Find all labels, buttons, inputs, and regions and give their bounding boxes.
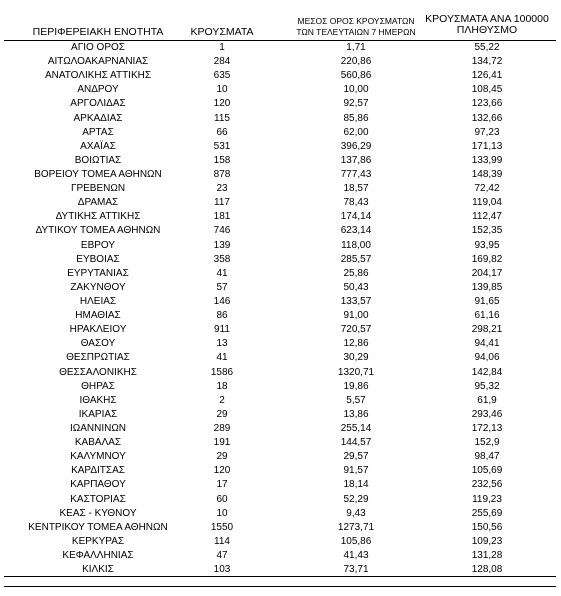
- table-row: [0, 154, 561, 168]
- table-row: [0, 69, 561, 83]
- seven-day-average-cell: 91,57: [343, 465, 369, 477]
- cases-cell: 120: [213, 465, 231, 477]
- cases-cell: 60: [216, 493, 228, 505]
- table-row: [0, 323, 561, 337]
- regional-unit-cell: ΚΙΛΚΙΣ: [82, 564, 114, 576]
- regional-unit-cell: ΘΑΣΟΥ: [80, 338, 116, 350]
- seven-day-average-cell: 25,86: [343, 267, 369, 279]
- seven-day-average-cell: 118,00: [341, 239, 371, 251]
- table-body: [0, 41, 561, 577]
- per-100000-cell: 132,66: [471, 112, 503, 124]
- cases-cell: 181: [213, 211, 231, 223]
- regional-unit-cell: ΔΥΤΙΚΗΣ ΑΤΤΙΚΗΣ: [55, 211, 141, 223]
- per-100000-cell: 139,85: [471, 281, 503, 293]
- per-100000-cell: 152,9: [474, 437, 500, 449]
- cases-cell: 47: [216, 549, 228, 561]
- cases-cell: 120: [213, 98, 231, 110]
- table-row: [0, 267, 561, 281]
- per-100000-cell: 98,47: [474, 451, 500, 463]
- table-row: [0, 521, 561, 535]
- per-100000-cell: 112,47: [472, 211, 502, 223]
- seven-day-average-cell: 720,57: [340, 324, 372, 336]
- regional-unit-cell: ΕΥΒΟΙΑΣ: [76, 253, 120, 265]
- cases-cell: 86: [216, 310, 228, 322]
- seven-day-average-cell: 92,57: [343, 98, 369, 110]
- cases-cell: 114: [214, 535, 230, 547]
- per-100000-cell: 232,56: [471, 479, 503, 491]
- table-row: [0, 394, 561, 408]
- seven-day-average-cell: 9,43: [346, 507, 366, 519]
- regional-unit-cell: ΙΚΑΡΙΑΣ: [78, 408, 118, 420]
- seven-day-average-cell: 13,86: [343, 408, 369, 420]
- per-100000-cell: 293,46: [471, 408, 503, 420]
- per-100000-cell: 123,66: [471, 98, 503, 110]
- per-100000-cell: 91,65: [474, 295, 500, 307]
- regional-unit-cell: ΕΥΡΥΤΑΝΙΑΣ: [67, 267, 129, 279]
- regional-unit-cell: ΚΑΡΔΙΤΣΑΣ: [71, 465, 125, 477]
- regional-unit-cell: ΒΟΡΕΙΟΥ ΤΟΜΕΑ ΑΘΗΝΩΝ: [34, 168, 162, 180]
- cases-cell: 635: [213, 70, 231, 82]
- seven-day-average-cell: 73,71: [343, 564, 369, 576]
- per-100000-cell: 148,39: [471, 168, 503, 180]
- per-100000-cell: 119,23: [472, 493, 502, 505]
- table-row: [0, 83, 561, 97]
- per-100000-cell: 119,04: [472, 197, 502, 209]
- regional-unit-cell: ΑΡΚΑΔΙΑΣ: [73, 112, 123, 124]
- seven-day-average-cell: 144,57: [340, 437, 372, 449]
- seven-day-average-cell: 18,57: [343, 183, 369, 195]
- table-row: [0, 380, 561, 394]
- header-cases-per-100000: ΚΡΟΥΣΜΑΤΑ ΑΝΑ 100000 ΠΛΗΘΥΣΜΟ: [425, 13, 549, 36]
- seven-day-average-cell: 62,00: [343, 126, 369, 138]
- table-row: [0, 450, 561, 464]
- table-row: [0, 126, 561, 140]
- per-100000-cell: 133,99: [471, 154, 503, 166]
- regional-unit-cell: ΙΩΑΝΝΙΝΩΝ: [69, 422, 127, 434]
- cases-cell: 115: [214, 112, 230, 124]
- per-100000-cell: 152,35: [471, 225, 503, 237]
- per-100000-cell: 61,9: [477, 394, 497, 406]
- regional-unit-cell: ΒΟΙΩΤΙΑΣ: [74, 154, 122, 166]
- regional-unit-cell: ΔΡΑΜΑΣ: [77, 197, 119, 209]
- seven-day-average-cell: 396,29: [340, 140, 372, 152]
- regional-unit-cell: ΘΗΡΑΣ: [81, 380, 115, 392]
- bottom-divider: [4, 576, 556, 577]
- table-row: [0, 337, 561, 351]
- header-regional-unit: ΠΕΡΙΦΕΡΕΙΑΚΗ ΕΝΟΤΗΤΑ: [32, 26, 164, 38]
- table-header: [0, 12, 561, 40]
- cases-cell: 289: [213, 422, 231, 434]
- cases-cell: 191: [213, 437, 231, 449]
- per-100000-cell: 150,56: [471, 521, 503, 533]
- per-100000-cell: 142,84: [471, 366, 503, 378]
- table-row: [0, 309, 561, 323]
- regional-unit-cell: ΚΑΒΑΛΑΣ: [74, 437, 122, 449]
- per-100000-cell: 72,42: [474, 183, 500, 195]
- seven-day-average-cell: 5,57: [346, 394, 366, 406]
- header-cases: ΚΡΟΥΣΜΑΤΑ: [190, 26, 254, 38]
- seven-day-average-cell: 10,00: [343, 84, 369, 96]
- table-row: [0, 549, 561, 563]
- per-100000-cell: 172,13: [471, 422, 503, 434]
- regional-unit-cell: ΑΝΑΤΟΛΙΚΗΣ ΑΤΤΙΚΗΣ: [44, 70, 152, 82]
- table-row: [0, 168, 561, 182]
- table-row: [0, 478, 561, 492]
- table-row: [0, 239, 561, 253]
- cases-cell: 117: [214, 197, 230, 209]
- cases-cell: 13: [216, 338, 228, 350]
- cases-cell: 139: [213, 239, 231, 251]
- regional-unit-cell: ΑΡΓΟΛΙΔΑΣ: [70, 98, 126, 110]
- seven-day-average-cell: 41,43: [343, 549, 369, 561]
- cases-cell: 18: [216, 380, 228, 392]
- per-100000-cell: 95,32: [474, 380, 500, 392]
- table-row: [0, 408, 561, 422]
- cases-cell: 2: [219, 394, 225, 406]
- per-100000-cell: 128,08: [471, 564, 503, 576]
- regional-unit-cell: ΚΕΑΣ - ΚΥΘΝΟΥ: [59, 507, 137, 519]
- table-row: [0, 422, 561, 436]
- table-row: [0, 464, 561, 478]
- seven-day-average-cell: 220,86: [340, 56, 372, 68]
- regional-unit-cell: ΙΘΑΚΗΣ: [79, 394, 117, 406]
- seven-day-average-cell: 1273,71: [337, 521, 375, 533]
- cases-cell: 17: [216, 479, 228, 491]
- table-row: [0, 210, 561, 224]
- per-100000-cell: 255,69: [471, 507, 503, 519]
- cases-cell: 57: [216, 281, 228, 293]
- seven-day-average-cell: 285,57: [340, 253, 372, 265]
- seven-day-average-cell: 133,57: [340, 295, 372, 307]
- table-row: [0, 351, 561, 365]
- seven-day-average-cell: 19,86: [343, 380, 369, 392]
- regional-unit-cell: ΕΒΡΟΥ: [80, 239, 116, 251]
- seven-day-average-cell: 50,43: [343, 281, 369, 293]
- cases-cell: 103: [213, 564, 231, 576]
- cases-cell: 41: [216, 267, 228, 279]
- seven-day-average-cell: 91,00: [343, 310, 369, 322]
- cases-cell: 23: [216, 183, 228, 195]
- table-row: [0, 182, 561, 196]
- per-100000-cell: 108,45: [471, 84, 503, 96]
- cases-cell: 1586: [210, 366, 234, 378]
- table-row: [0, 224, 561, 238]
- regional-unit-cell: ΑΧΑΪΑΣ: [80, 140, 116, 152]
- regional-unit-cell: ΚΕΦΑΛΛΗΝΙΑΣ: [62, 549, 134, 561]
- seven-day-average-cell: 18,14: [343, 479, 369, 491]
- regional-unit-cell: ΓΡΕΒΕΝΩΝ: [70, 183, 126, 195]
- per-100000-cell: 61,16: [474, 310, 500, 322]
- per-100000-cell: 126,41: [471, 70, 503, 82]
- regional-unit-cell: ΚΑΣΤΟΡΙΑΣ: [70, 493, 126, 505]
- cases-cell: 878: [213, 168, 231, 180]
- cases-cell: 10: [216, 84, 228, 96]
- seven-day-average-cell: 255,14: [340, 422, 372, 434]
- regional-unit-cell: ΚΑΛΥΜΝΟΥ: [70, 451, 126, 463]
- seven-day-average-cell: 85,86: [343, 112, 369, 124]
- cases-cell: 911: [214, 324, 230, 336]
- regional-unit-cell: ΚΕΝΤΡΙΚΟΥ ΤΟΜΕΑ ΑΘΗΝΩΝ: [28, 521, 168, 533]
- regional-unit-cell: ΗΛΕΙΑΣ: [79, 295, 117, 307]
- per-100000-cell: 93,95: [474, 239, 500, 251]
- cases-cell: 1550: [210, 521, 234, 533]
- per-100000-cell: 131,28: [471, 549, 503, 561]
- table-row: [0, 196, 561, 210]
- per-100000-cell: 204,17: [471, 267, 503, 279]
- regional-unit-cell: ΗΡΑΚΛΕΙΟΥ: [69, 324, 127, 336]
- cases-cell: 146: [213, 295, 231, 307]
- per-100000-cell: 134,72: [471, 56, 503, 68]
- seven-day-average-cell: 12,86: [343, 338, 369, 350]
- per-100000-cell: 55,22: [474, 42, 500, 53]
- cases-cell: 1: [219, 42, 225, 53]
- cases-cell: 10: [216, 507, 228, 519]
- cases-cell: 284: [213, 56, 231, 68]
- seven-day-average-cell: 52,29: [343, 493, 369, 505]
- table-row: [0, 97, 561, 111]
- seven-day-average-cell: 137,86: [340, 154, 372, 166]
- table-row: [0, 41, 561, 55]
- cases-cell: 29: [216, 408, 228, 420]
- seven-day-average-cell: 777,43: [340, 168, 372, 180]
- regional-unit-cell: ΘΕΣΣΑΛΟΝΙΚΗΣ: [59, 366, 137, 378]
- per-100000-cell: 171,13: [471, 140, 503, 152]
- per-100000-cell: 105,69: [471, 465, 503, 477]
- seven-day-average-cell: 623,14: [340, 225, 372, 237]
- cases-cell: 29: [216, 451, 228, 463]
- regional-unit-cell: ΑΡΤΑΣ: [82, 126, 114, 138]
- per-100000-cell: 298,21: [471, 324, 503, 336]
- header-seven-day-average: ΜΕΣΟΣ ΟΡΟΣ ΚΡΟΥΣΜΑΤΩΝ ΤΩΝ ΤΕΛΕΥΤΑΙΩΝ 7 ΗΜΕΡΩΝ: [296, 16, 416, 37]
- seven-day-average-cell: 29,57: [343, 451, 369, 463]
- table-row: [0, 507, 561, 521]
- seven-day-average-cell: 105,86: [340, 535, 372, 547]
- seven-day-average-cell: 78,43: [343, 197, 369, 209]
- seven-day-average-cell: 30,29: [343, 352, 369, 364]
- regional-unit-cell: ΑΝΔΡΟΥ: [77, 84, 119, 96]
- table-row: [0, 436, 561, 450]
- per-100000-cell: 94,06: [474, 352, 500, 364]
- seven-day-average-cell: 560,86: [340, 70, 372, 82]
- per-100000-cell: 94,41: [474, 338, 500, 350]
- seven-day-average-cell: 1,71: [346, 42, 366, 53]
- regional-unit-cell: ΑΓΙΟ ΟΡΟΣ: [71, 42, 125, 53]
- cases-cell: 158: [213, 154, 231, 166]
- regional-unit-cell: ΔΥΤΙΚΟΥ ΤΟΜΕΑ ΑΘΗΝΩΝ: [35, 225, 161, 237]
- per-100000-cell: 109,23: [471, 535, 503, 547]
- bottom-divider-second: [4, 586, 556, 587]
- table-row: [0, 535, 561, 549]
- regional-unit-cell: ΘΕΣΠΡΩΤΙΑΣ: [66, 352, 130, 364]
- regional-unit-cell: ΗΜΑΘΙΑΣ: [75, 310, 121, 322]
- regional-unit-cell: ΚΕΡΚΥΡΑΣ: [71, 535, 125, 547]
- table-row: [0, 112, 561, 126]
- cases-cell: 358: [213, 253, 231, 265]
- cases-cell: 531: [213, 140, 231, 152]
- table-row: [0, 295, 561, 309]
- table-row: [0, 55, 561, 69]
- per-100000-cell: 97,23: [474, 126, 500, 138]
- table-row: [0, 140, 561, 154]
- regional-unit-cell: ΑΙΤΩΛΟΑΚΑΡΝΑΝΙΑΣ: [47, 56, 149, 68]
- regional-unit-cell: ΚΑΡΠΑΘΟΥ: [70, 479, 126, 491]
- seven-day-average-cell: 1320,71: [337, 366, 375, 378]
- table-row: [0, 281, 561, 295]
- table-row: [0, 253, 561, 267]
- cases-cell: 41: [216, 352, 228, 364]
- table-row: [0, 493, 561, 507]
- cases-cell: 66: [216, 126, 228, 138]
- table-row: [0, 366, 561, 380]
- cases-cell: 746: [213, 225, 231, 237]
- regional-unit-cell: ΖΑΚΥΝΘΟΥ: [70, 281, 126, 293]
- seven-day-average-cell: 174,14: [340, 211, 372, 223]
- per-100000-cell: 169,82: [471, 253, 503, 265]
